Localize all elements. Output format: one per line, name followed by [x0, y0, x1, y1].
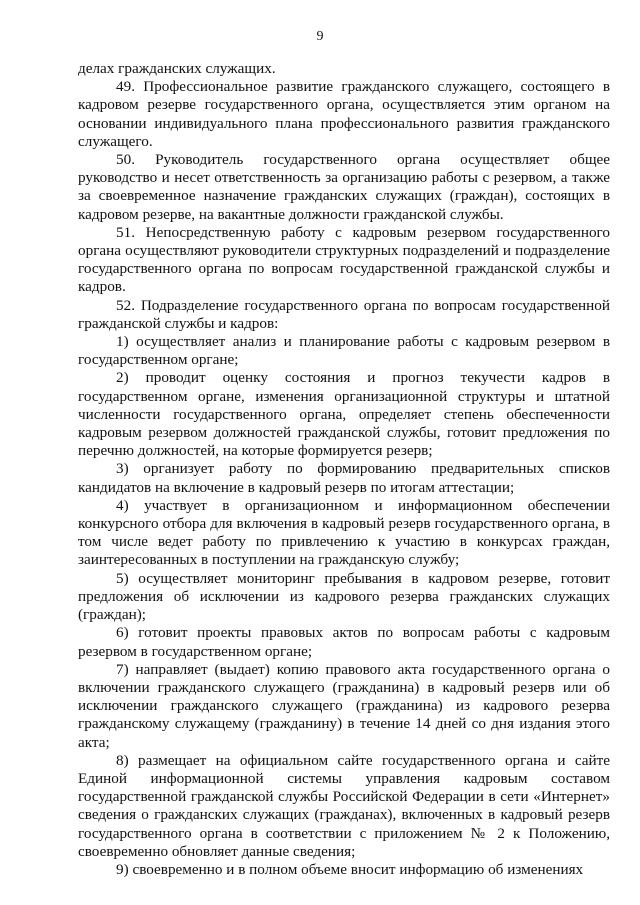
paragraph-51: 51. Непосредственную работу с кадровым резервом государственного органа осуществляют руководители структурных подразделений и подразделение государственного органа по вопросам государственной гражданской службы и кадров.	[78, 223, 610, 296]
list-item-52-9: 9) своевременно и в полном объеме вносит информацию об изменениях	[116, 860, 584, 878]
list-item-52-4: 4) участвует в организационном и информационном обеспечении конкурсного отбора для включения в кадровый резерв государственного органа, в том числе ведет работу по привлечению к участию в конкурсах граждан, заинтересованных в поступлении на гражданскую службу;	[78, 496, 610, 569]
paragraph-48-continuation: делах гражданских служащих.	[78, 60, 276, 77]
list-item-52-7: 7) направляет (выдает) копию правового акта государственного органа о включении гражданского служащего (гражданина) в кадровый резерв или об исключении гражданского служащего (гражданина) из кадрового резерва гражданскому служащему (гражданину) в течение 14 дней со дня издания этого акта;	[78, 660, 610, 751]
paragraph-50: 50. Руководитель государственного органа осуществляет общее руководство и несет ответственность за организацию работы с резервом, а также за своевременное назначение гражданских служащих (граждан), состоящих в кадровом резерве, на вакантные должности гражданской службы.	[78, 151, 610, 223]
paragraph-52: 52. Подразделение государственного органа по вопросам государственной гражданской службы и кадров:	[78, 296, 610, 332]
paragraph-49: 49. Профессиональное развитие гражданского служащего, состоящего в кадровом резерве государственного органа, осуществляется этим органом на основании индивидуального плана профессионального развития гражданского служащего.	[78, 78, 610, 150]
list-item-52-6: 6) готовит проекты правовых актов по вопросам работы с кадровым резервом в государственном органе;	[78, 624, 610, 660]
list-item-52-3: 3) организует работу по формированию предварительных списков кандидатов на включение в кадровый резерв по итогам аттестации;	[78, 460, 610, 496]
list-item-52-2: 2) проводит оценку состояния и прогноз текучести кадров в государственном органе, изменения организационной структуры и штатной численности государственного органа, определяет степень обеспеченности кадровым резервом должностей гражданской службы, готовит предложения по перечню должностей, на которые формируется резерв;	[78, 369, 610, 460]
page-number: 9	[316, 29, 324, 44]
list-item-52-5: 5) осуществляет мониторинг пребывания в кадровом резерве, готовит предложения об исключении из кадрового резерва гражданских служащих (граждан);	[78, 569, 610, 624]
list-item-52-1: 1) осуществляет анализ и планирование работы с кадровым резервом в государственном органе;	[78, 333, 610, 369]
list-item-52-8: 8) размещает на официальном сайте государственного органа и сайте Единой информационной системы управления кадровым составом государственной гражданской службы Российской Федерации в сети «Интернет» сведения о гражданских служащих (гражданах), включенных в кадровый резерв государственного органа в соответствии с приложением № 2 к Положению, своевременно обновляет данные сведения;	[78, 751, 610, 860]
body-text	[78, 60, 610, 879]
